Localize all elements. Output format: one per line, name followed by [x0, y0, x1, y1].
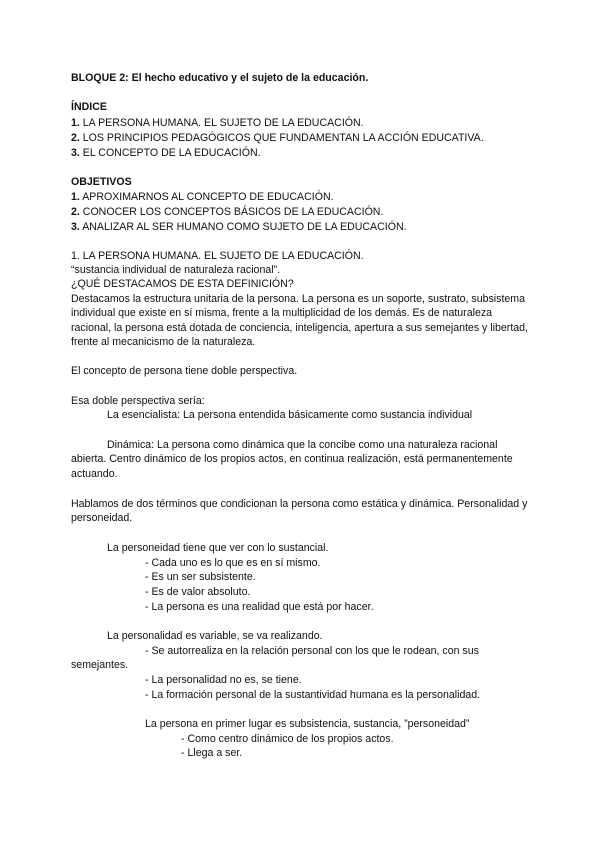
indice-item: 3. EL CONCEPTO DE LA EDUCACIÓN. [71, 147, 261, 159]
objetivo-item: 3. ANALIZAR AL SER HUMANO COMO SUJETO DE LA EDUCACIÓN. [71, 221, 407, 233]
section-heading: 1. LA PERSONA HUMANA. EL SUJETO DE LA EDUCACIÓN. [71, 250, 364, 262]
persona-intro: La persona en primer lugar es subsistencia, sustancia, ”personeidad” [145, 718, 470, 730]
list-item: - Llega a ser. [181, 747, 243, 759]
list-item-continuation: semejantes. [71, 659, 129, 671]
list-item: - Es de valor absoluto. [145, 586, 251, 598]
list-item: - Es un ser subsistente. [145, 571, 256, 583]
paragraph: El concepto de persona tiene doble perspectiva. [71, 365, 298, 377]
definition-quote: “sustancia individual de naturaleza racional”. [71, 264, 281, 276]
objetivo-item: 2. CONOCER LOS CONCEPTOS BÁSICOS DE LA EDUCACIÓN. [71, 206, 384, 218]
paragraph: Destacamos la estructura unitaria de la persona. La persona es un soporte, sustrato, subsistema individual que existe en sí misma, frente a la multiplicidad de los demás. Es de naturaleza racional, la persona está dotada de conciencia, inteligencia, apertura a sus semejantes y libertad, frente al mecanicismo de la naturaleza. [71, 293, 528, 349]
indice-item: 1. LA PERSONA HUMANA. EL SUJETO DE LA EDUCACIÓN. [71, 117, 364, 129]
indice-item: 2. LOS PRINCIPIOS PEDAGÓGICOS QUE FUNDAMENTAN LA ACCIÓN EDUCATIVA. [71, 132, 484, 144]
personalidad-intro: La personalidad es variable, se va realizando. [107, 630, 323, 642]
paragraph: Hablamos de dos términos que condicionan la persona como estática y dinámica. Personalidad y personeidad. [71, 498, 528, 525]
list-item: - La persona es una realidad que está por hacer. [145, 601, 374, 613]
list-item: - La formación personal de la sustantividad humana es la personalidad. [145, 689, 481, 701]
esencialista-line: La esencialista: La persona entendida básicamente como sustancia individual [107, 409, 473, 421]
dinamica-paragraph: Dinámica: La persona como dinámica que la concibe como una naturaleza racional abierta. Centro dinámico de los propios actos, en continua realización, está permanentemente actuando. [71, 439, 513, 480]
objetivo-item: 1. APROXIMARNOS AL CONCEPTO DE EDUCACIÓN. [71, 191, 334, 203]
objetivos-heading: OBJETIVOS [71, 176, 132, 188]
list-item: - Cada uno es lo que es en sí mismo. [145, 557, 321, 569]
indice-heading: ÍNDICE [71, 101, 107, 113]
document-title: BLOQUE 2: El hecho educativo y el sujeto de la educación. [71, 72, 369, 84]
list-item: - La personalidad no es, se tiene. [145, 674, 302, 686]
list-item: - Se autorrealiza en la relación personal con los que le rodean, con sus [145, 645, 479, 657]
section-question: ¿QUÉ DESTACAMOS DE ESTA DEFINICIÓN? [71, 278, 294, 290]
personeidad-intro: La personeidad tiene que ver con lo sustancial. [107, 542, 329, 554]
paragraph: Esa doble perspectiva sería: [71, 395, 205, 407]
list-item: - Como centro dinámico de los propios actos. [181, 733, 394, 745]
